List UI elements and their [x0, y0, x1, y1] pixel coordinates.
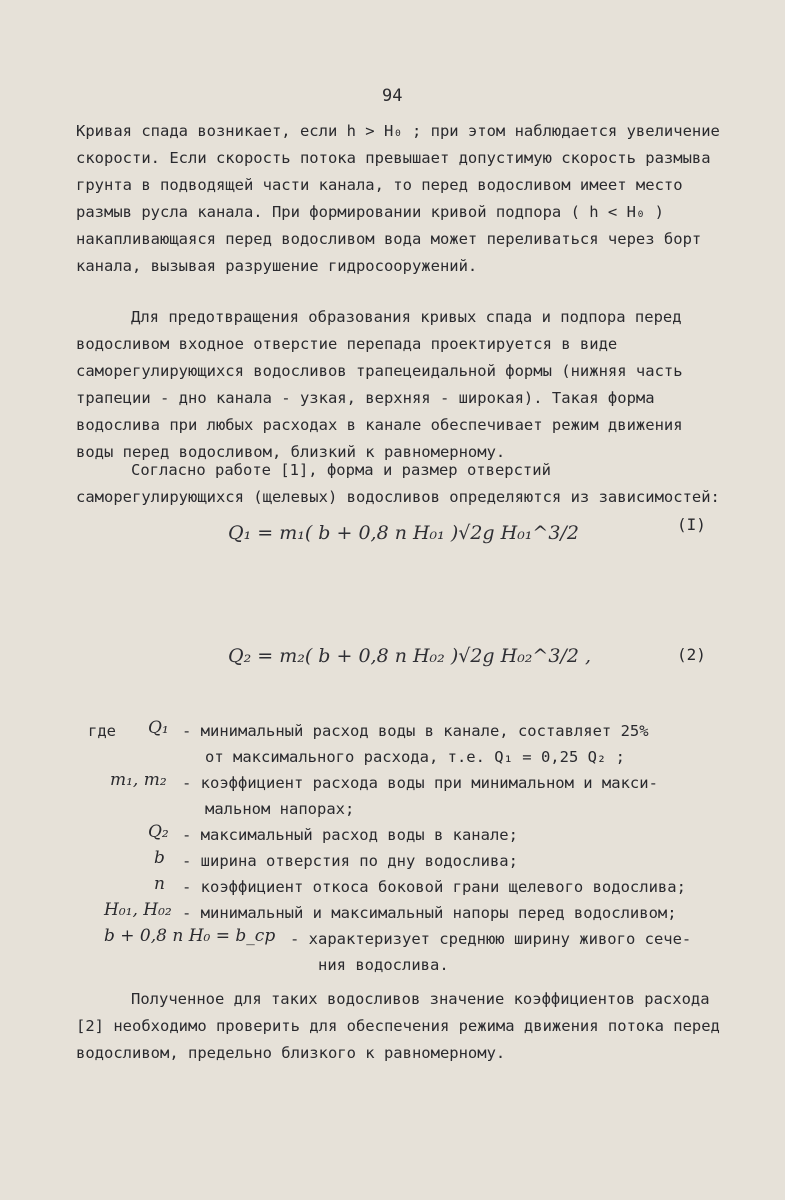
paragraph-1-text: Кривая спада возникает, если h > H₀ ; при этом наблюдается увеличение скорости. Если скорость потока превышает допустимую скорость размыва грунта в подводящей части канала, то перед водосливом имеет место размыв русла канала. При формировании кривой подпора ( h < H₀ ) накапливающаяся перед водосливом вода может переливаться через борт канала, вызывая разрушение гидросооружений. — [76, 122, 720, 275]
legend-symbol — [104, 900, 172, 920]
formula-2-number: (2) — [677, 645, 706, 664]
legend-text: - характеризует среднюю ширину живого сече- — [290, 930, 692, 948]
legend-text: - ширина отверстия по дну водослива; — [182, 852, 518, 870]
legend-text: - минимальный и максимальный напоры перед водосливом; — [182, 904, 677, 922]
legend-text: - максимальный расход воды в канале; — [182, 826, 518, 844]
paragraph-2-text: Для предотвращения образования кривых спада и подпора перед водосливом входное отверстие перепада проектируется в виде саморегулирующихся водосливов трапецеидальной формы (нижняя часть трапеции - дно канала - узкая, верхняя - широкая). Такая форма водослива при любых расходах в канале обеспечивает режим движения воды перед водосливом, близкий к равномерному. — [76, 308, 683, 461]
legend-text: - минимальный расход воды в канале, составляет 25% — [182, 722, 649, 740]
legend-symbol-text: b — [154, 848, 165, 868]
legend-text: - коэффициент откоса боковой грани щелевого водослива; — [182, 878, 686, 896]
paragraph-1 — [76, 118, 726, 280]
legend-symbol-text: b + 0,8 n H₀ = b_cp — [104, 926, 276, 946]
legend-symbol-text: n — [154, 874, 165, 894]
legend-symbol — [154, 874, 165, 894]
legend-symbol — [110, 770, 167, 790]
legend-text: - коэффициент расхода воды при минимальном и макси- — [182, 774, 658, 792]
paragraph-3 — [76, 457, 726, 511]
legend-text: ния водослива. — [318, 956, 449, 974]
paragraph-3-text: Согласно работе [1], форма и размер отверстий саморегулирующихся (щелевых) водосливов определяются из зависимостей: — [76, 461, 720, 506]
legend-symbol — [148, 718, 169, 738]
where-word: где — [88, 722, 116, 740]
legend-text: мальном напорах; — [205, 800, 355, 818]
legend-symbol — [148, 822, 169, 842]
page-number: 94 — [382, 86, 403, 106]
legend-symbol-text: H₀₁, H₀₂ — [104, 900, 172, 920]
legend-symbol — [154, 848, 165, 868]
paragraph-4-text: Полученное для таких водосливов значение коэффициентов расхода [2] необходимо проверить для обеспечения режима движения потока перед водосливом, предельно близкого к равномерному. — [76, 990, 720, 1062]
legend-text: от максимального расхода, т.е. Q₁ = 0,25 Q₂ ; — [205, 748, 625, 766]
legend-symbol-text: Q₁ — [148, 718, 169, 738]
legend-symbol-text: Q₂ — [148, 822, 169, 842]
legend-symbol-text: m₁, m₂ — [110, 770, 167, 790]
formula-1: Q₁ = m₁( b + 0,8 n H₀₁ )√2g H₀₁^3/2 — [228, 522, 579, 544]
paragraph-4 — [76, 986, 726, 1067]
legend-symbol — [104, 926, 275, 946]
formula-1-number: (I) — [677, 515, 706, 534]
formula-2: Q₂ = m₂( b + 0,8 n H₀₂ )√2g H₀₂^3/2 , — [228, 645, 592, 667]
paragraph-2 — [76, 304, 726, 466]
